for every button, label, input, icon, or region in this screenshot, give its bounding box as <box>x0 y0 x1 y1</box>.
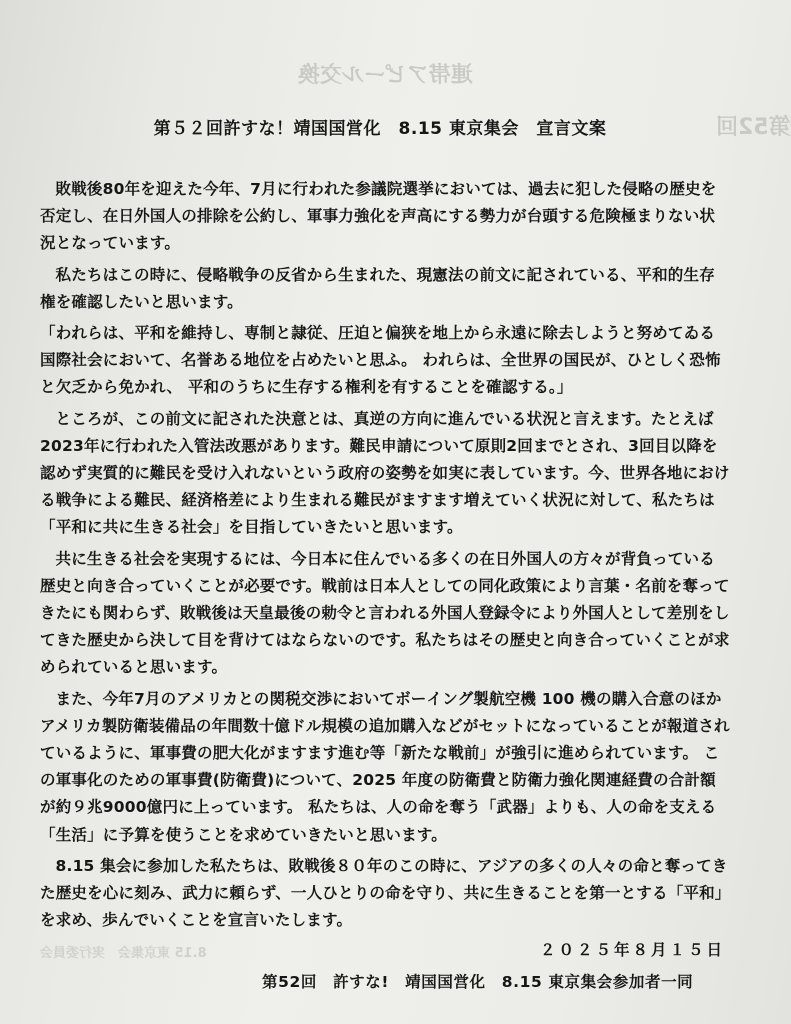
document-signature: 第52回 許すな! 靖国国営化 8.15 東京集会参加者一同 <box>262 973 694 991</box>
bleed-through-footer: 8.15 東京集会 実行委員会 <box>40 946 207 961</box>
paragraph-immigration: ところが、この前文に記された決意とは、真逆の方向に進んでいる状況と言えます。たとえば2023年に行われた入管法改悪があります。難民申請について原則2回までとされ、3回目以降を認めず実質的に難民を受け入れないという政府の姿勢を如実に表しています。今、世界各地における戦争による難民、経済格差により生まれる難民がますます増えていく状況に対して、私たちは「平和に共に生きる社会」を目指していきたいと思います。 <box>40 409 730 537</box>
paragraph-coexistence: 共に生きる社会を実現するには、今日本に住んでいる多くの在日外国人の方々が背負っている歴史と向き合っていくことが必要です。戦前は日本人としての同化政策により言葉・名前を奪ってきたにも関わらず、敗戦後は天皇最後の勅令と言われる外国人登録令により外国人として差別をしてきた歴史から決して目を背けてはならないのです。私たちはその歴史と向き合っていくことが求められていると思います。 <box>40 549 730 677</box>
paragraph-declaration: 8.15 集会に参加した私たちは、敗戦後８０年のこの時に、アジアの多くの人々の命と奪ってきた歴史を心に刻み、武力に頼らず、一人ひとりの命を守り、共に生きることを第一とする「平和」を求め、歩んでいくことを宣言いたします。 <box>40 856 728 930</box>
document-title: 第５２回許すな！靖国国営化 8.15 東京集会 宣言文案 <box>153 119 607 139</box>
bleed-through-heading: 連帯アピール交換 <box>298 63 473 88</box>
paragraph-military-budget: また、今年7月のアメリカとの関税交渉においてボーイング製航空機 100 機の購入合意のほかアメリカ製防衛装備品の年間数十億ドル規模の追加購入などがセットになっていることが報道されているように、軍事費の肥大化がますます進む等「新たな戦前」が強引に進められています。 この軍事化のための軍事費(防衛費)について、2025 年度の防衛費と防衛力強化関連経費の合計額が約９兆9000億円に上っています。 私たちは、人の命を奪う「武器」よりも、人の命を支える「生活」に予算を使うことを求めていきたいと思います。 <box>40 689 730 844</box>
paragraph-constitution: 私たちはこの時に、侵略戦争の反省から生まれた、現憲法の前文に記されている、平和的生存権を確認したいと思います。 <box>40 265 715 311</box>
paragraph-intro: 敗戦後80年を迎えた今年、7月に行われた参議院選挙においては、過去に犯した侵略の歴史を否定し、在日外国人の排除を公約し、軍事力強化を声高にする勢力が台頭する危険極まりない状況となっています。 <box>40 180 717 253</box>
declaration-body <box>40 176 730 934</box>
bleed-through-fragment: 第52回 <box>716 115 791 140</box>
paragraph-preamble-quote: 「われらは、平和を維持し、専制と隷従、圧迫と偏狭を地上から永遠に除去しようと努めてゐる国際社会において、名誉ある地位を占めたいと思ふ。 われらは、全世界の国民が、ひとしく恐怖と欠乏から免かれ、 平和のうちに生存する権利を有することを確認する。」 <box>40 324 721 397</box>
document-date: ２０２５年８月１５日 <box>540 941 726 959</box>
